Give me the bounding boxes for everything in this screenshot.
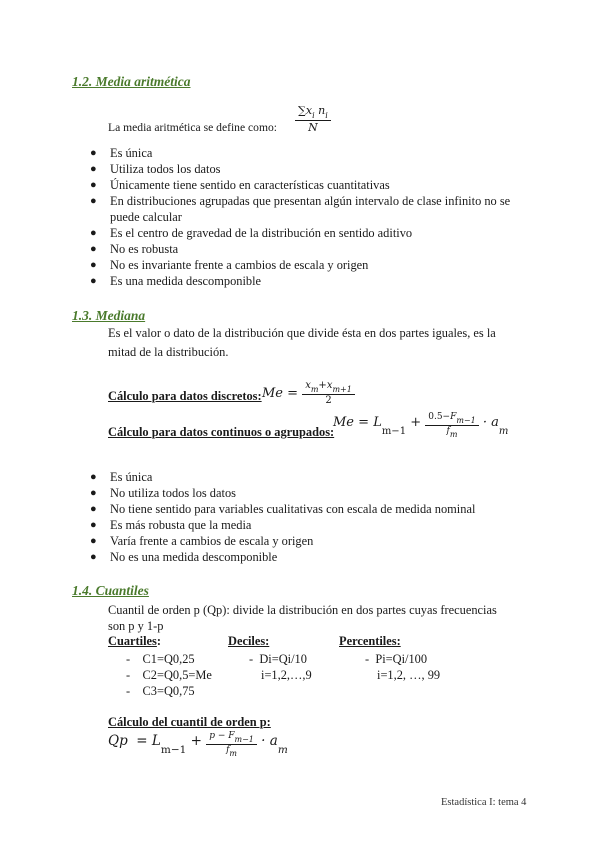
- media-bullet-list: [90, 145, 540, 289]
- mediana-continuos-formula: $Me = L_{m-1}$ + $\frac{0.5-Fm-1}{fm}$ · $a_m$: [333, 412, 509, 439]
- percentiles-list: [365, 651, 440, 683]
- mediana-discretos-formula: Me = $\frac{x_m+x_{m+1}}{2}$: [262, 380, 355, 406]
- list-item: ● Es única: [90, 470, 153, 484]
- mediana-bullet-list: [90, 469, 540, 565]
- list-item: - C2=Q0,5=Me: [126, 668, 212, 682]
- list-item: ● No utiliza todos los datos: [90, 486, 236, 500]
- list-item: - C3=Q0,75: [126, 684, 195, 698]
- section-title-mediana: 1.3. Mediana: [72, 308, 146, 323]
- cuantiles-intro-line2: son p y 1-p: [108, 619, 164, 633]
- list-item: i=1,2, …, 99: [377, 668, 441, 682]
- section-title-cuantiles: 1.4. Cuantiles: [72, 583, 149, 598]
- mediana-discretos-label: Cálculo para datos discretos:: [108, 389, 262, 403]
- list-item: ● Es más robusta que la media: [90, 518, 252, 532]
- list-item-continuation: puede calcular: [110, 210, 182, 224]
- deciles-header: Deciles:: [228, 634, 270, 648]
- list-item: ● En distribuciones agrupadas que presentan algún intervalo de clase infinito no se: [90, 194, 511, 208]
- cuantil-calculo-label: Cálculo del cuantil de orden p:: [108, 715, 271, 729]
- section-title-media: 1.2. Media aritmética: [72, 74, 191, 89]
- list-item: - C1=Q0,25: [126, 652, 195, 666]
- list-item: ● Es única: [90, 146, 153, 160]
- mediana-intro-line2: mitad de la distribución.: [108, 345, 229, 359]
- percentiles-header: Percentiles:: [339, 634, 401, 648]
- list-item: ● Utiliza todos los datos: [90, 162, 221, 176]
- list-item: - Pi=Qi/100: [365, 652, 428, 666]
- page-footer: Estadística I: tema 4: [441, 797, 527, 808]
- list-item: i=1,2,…,9: [261, 668, 312, 682]
- cuartiles-header: Cuartiles:: [108, 634, 162, 648]
- list-item: ● No tiene sentido para variables cualitativas con escala de medida nominal: [90, 502, 476, 516]
- list-item: ● Únicamente tiene sentido en características cuantitativas: [90, 178, 390, 192]
- list-item: ● No es robusta: [90, 242, 179, 256]
- mediana-intro-line1: Es el valor o dato de la distribución que divide ésta en dos partes iguales, es la: [108, 326, 496, 340]
- media-definition-text: La media aritmética se define como:: [108, 121, 277, 134]
- list-item: ● Es el centro de gravedad de la distribución en sentido aditivo: [90, 226, 413, 240]
- list-item: - Di=Qi/10: [249, 652, 307, 666]
- mediana-continuos-label: Cálculo para datos continuos o agrupados:: [108, 425, 335, 439]
- media-formula: $\frac{\sum x_i n_i}{N}$: [295, 104, 331, 134]
- deciles-list: [249, 651, 312, 683]
- cuartiles-list: [126, 651, 212, 699]
- list-item: ● No es invariante frente a cambios de escala y origen: [90, 258, 369, 272]
- list-item: ● Es una medida descomponible: [90, 274, 262, 288]
- cuantiles-intro-line1: Cuantil de orden p (Qp): divide la distribución en dos partes cuyas frecuencias: [108, 603, 497, 617]
- list-item: ● No es una medida descomponible: [90, 550, 278, 564]
- list-item: ● Varía frente a cambios de escala y origen: [90, 534, 314, 548]
- cuantil-formula: $Qp = L_{m-1}$ + $\frac{p - Fm-1}{fm}$ · $a_m$: [108, 731, 288, 758]
